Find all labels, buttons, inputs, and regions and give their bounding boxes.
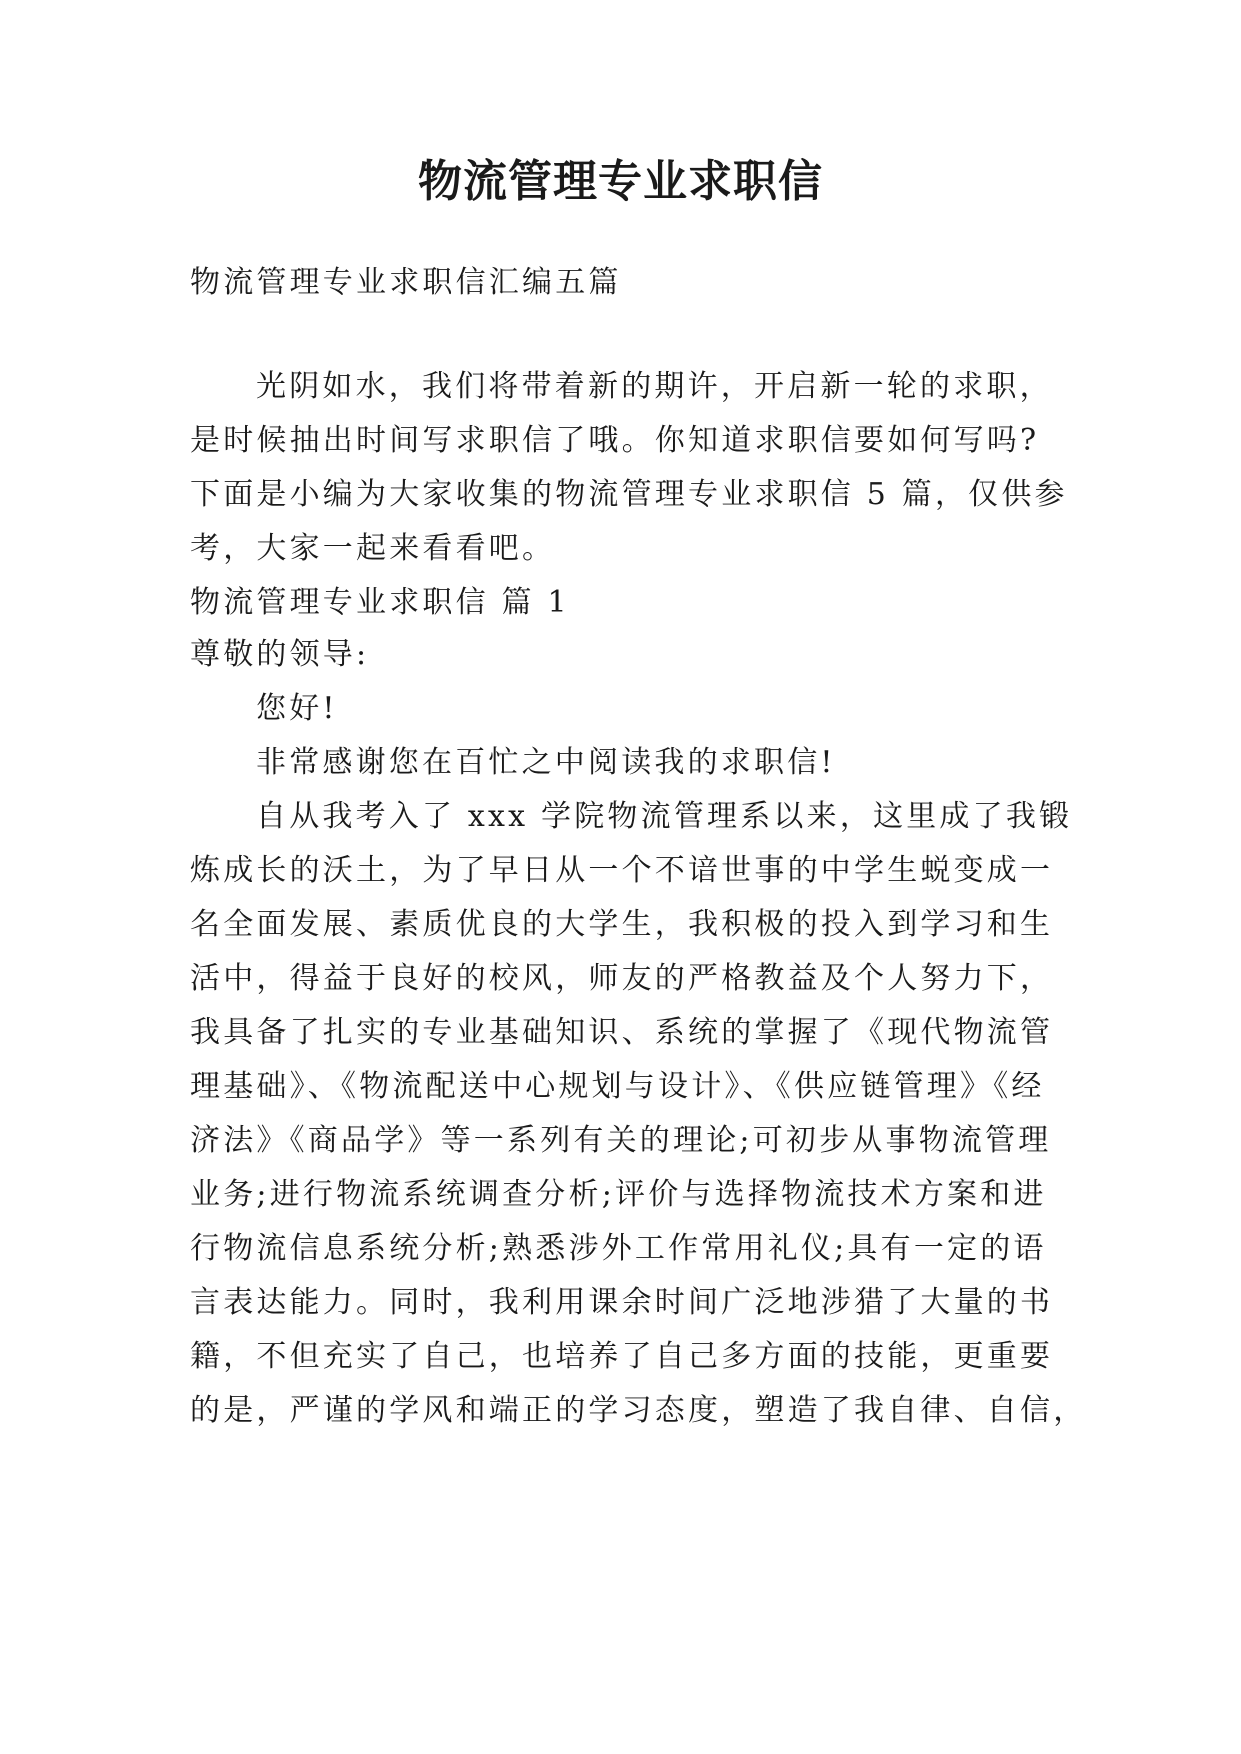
body-line: 的是，严谨的学风和端正的学习态度，塑造了我自律、自信， [190, 1393, 1087, 1428]
body-line: 炼成长的沃土，为了早日从一个不谙世事的中学生蜕变成一 [190, 853, 1054, 888]
body-line: 行物流信息系统分析;熟悉涉外工作常用礼仪;具有一定的语 [190, 1231, 1047, 1266]
intro-line: 是时候抽出时间写求职信了哦。你知道求职信要如何写吗? [190, 423, 1040, 458]
thanks-line: 非常感谢您在百忙之中阅读我的求职信! [256, 745, 836, 780]
body-line: 籍，不但充实了自己，也培养了自己多方面的技能，更重要 [190, 1339, 1054, 1374]
document-title: 物流管理专业求职信 [418, 156, 823, 207]
body-line: 自从我考入了 xxx 学院物流管理系以来，这里成了我锻 [256, 799, 1073, 834]
body-line: 言表达能力。同时，我利用课余时间广泛地涉猎了大量的书 [190, 1285, 1054, 1320]
body-line: 理基础》、《物流配送中心规划与设计》、《供应链管理》《经 [190, 1069, 1045, 1104]
intro-line: 下面是小编为大家收集的物流管理专业求职信 5 篇，仅供参 [190, 477, 1068, 512]
greeting: 您好! [256, 691, 338, 726]
body-line: 业务;进行物流系统调查分析;评价与选择物流技术方案和进 [190, 1177, 1047, 1212]
document-subtitle: 物流管理专业求职信汇编五篇 [190, 265, 622, 300]
body-line: 活中，得益于良好的校风，师友的严格教益及个人努力下， [190, 961, 1054, 996]
body-line: 济法》《商品学》等一系列有关的理论;可初步从事物流管理 [190, 1123, 1052, 1158]
salutation: 尊敬的领导: [190, 637, 370, 672]
section-heading: 物流管理专业求职信 篇 1 [190, 585, 570, 620]
body-line: 名全面发展、素质优良的大学生，我积极的投入到学习和生 [190, 907, 1054, 942]
intro-line: 光阴如水，我们将带着新的期许，开启新一轮的求职， [256, 369, 1053, 404]
intro-line: 考，大家一起来看看吧。 [190, 531, 556, 566]
body-line: 我具备了扎实的专业基础知识、系统的掌握了《现代物流管 [190, 1015, 1054, 1050]
